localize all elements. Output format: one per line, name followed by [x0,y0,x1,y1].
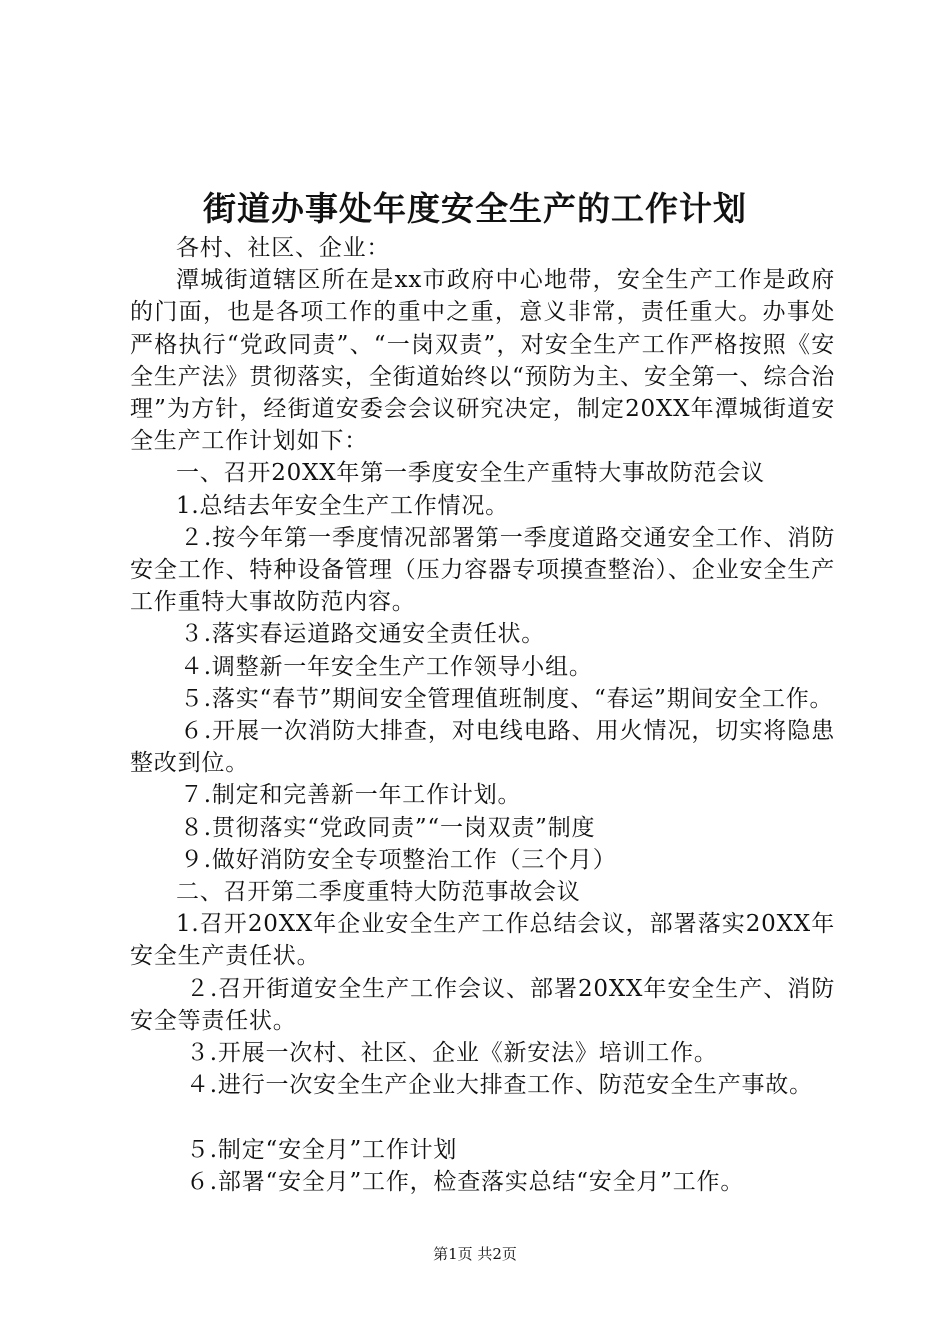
document-title: 街道办事处年度安全生产的工作计划 [203,189,747,228]
intro-paragraph: 潭城街道辖区所在是xx市政府中心地带，安全生产工作是政府的门面，也是各项工作的重中之重，意义非常，责任重大。办事处严格执行“党政同责”、“一岗双责”，对安全生产工作严格按照《安全生产法》贯彻落实，全街道始终以“预防为主、安全第一、综合治理”为方针，经街道安委会会议研究决定，制定20XX年潭城街道安全生产工作计划如下： [130,267,835,455]
page-footer: 第1页 共2页 [433,1245,517,1263]
salutation: 各村、社区、企业： [176,235,391,261]
section-2-item: ５.制定“安全月”工作计划 [186,1136,458,1163]
section-1-item: ２.按今年第一季度情况部署第一季度道路交通安全工作、消防安全工作、特种设备管理（压力容器专项摸查整治）、企业安全生产工作重特大事故防范内容。 [130,524,835,616]
section-1-item: ７.制定和完善新一年工作计划。 [180,782,522,809]
document-body [130,232,835,1198]
section-1-item: ４.调整新一年安全生产工作领导小组。 [180,653,593,680]
section-1-item: ６.开展一次消防大排查，对电线电路、用火情况，切实将隐患整改到位。 [130,718,835,777]
section-2-item: ２.召开街道安全生产工作会议、部署20XX年安全生产、消防安全等责任状。 [130,975,835,1034]
section-1-item: 1.总结去年安全生产工作情况。 [176,492,509,519]
section-1-item: ８.贯彻落实“党政同责”“一岗双责”制度 [180,814,596,841]
section-1-item: ９.做好消防安全专项整治工作（三个月） [180,846,617,873]
section-2-item: ４.进行一次安全生产企业大排查工作、防范安全生产事故。 [186,1072,813,1099]
section-1-item: ５.落实“春节”期间安全管理值班制度、“春运”期间安全工作。 [180,685,834,712]
section-2-item: ６.部署“安全月”工作，检查落实总结“安全月”工作。 [186,1168,745,1195]
section-1-item: ３.落实春运道路交通安全责任状。 [180,621,546,648]
section-1-heading: 一、召开20XX年第一季度安全生产重特大事故防范会议 [176,460,765,487]
blank-line [130,1101,835,1133]
section-2-heading: 二、召开第二季度重特大防范事故会议 [176,879,581,906]
section-2-item: ３.开展一次村、社区、企业《新安法》培训工作。 [186,1040,718,1067]
section-2-item: 1.召开20XX年企业安全生产工作总结会议，部署落实20XX年安全生产责任状。 [130,911,835,970]
